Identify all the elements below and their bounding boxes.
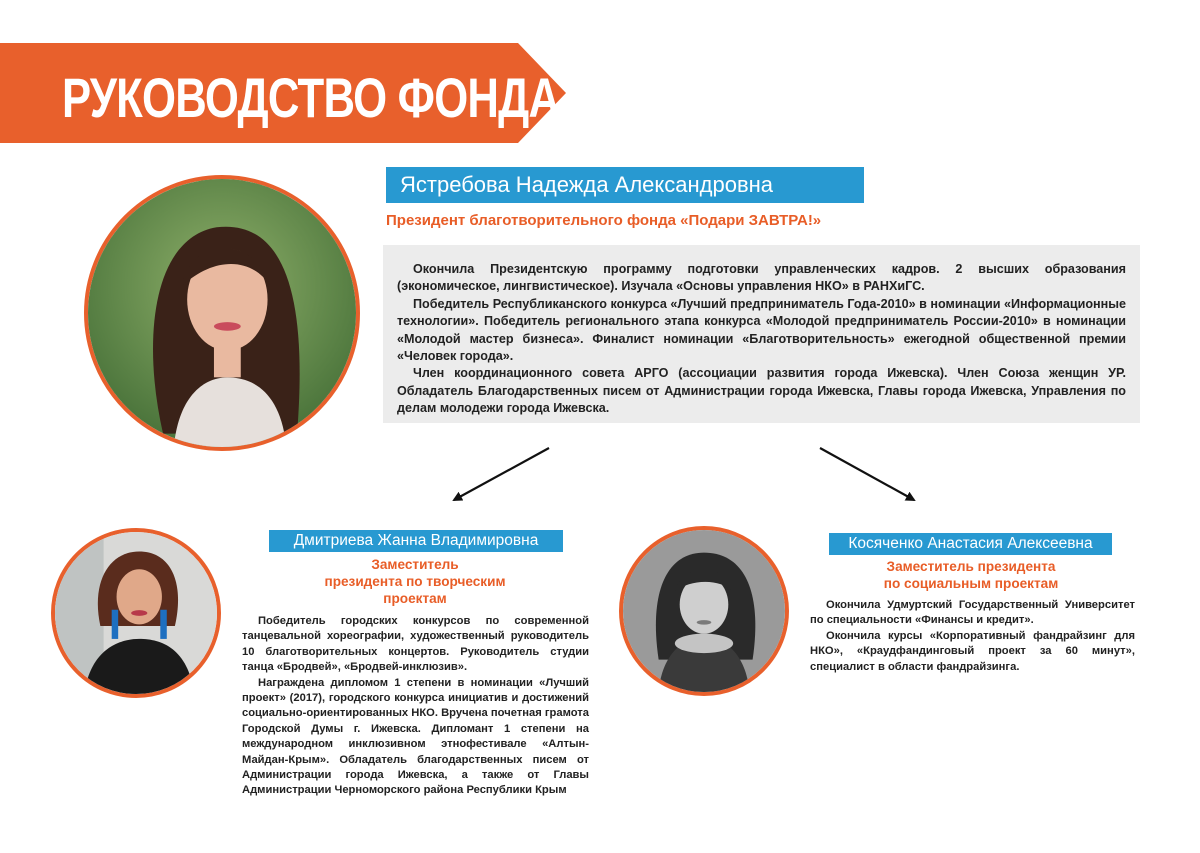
- deputy-creative-role-line: президента по творческим: [324, 574, 506, 589]
- deputy-creative-role-line: проектам: [383, 591, 447, 606]
- deputy-social-name: Косяченко Анастасия Алексеевна: [848, 535, 1093, 552]
- president-bio-paragraph: Член координационного совета АРГО (ассоциации развития города Ижевска). Член Союза женщин УР. Обладатель Благодарственных писем от Администрации города Ижевска, Главы города Ижевска, Управления по делам молодежи города Ижевска.: [397, 366, 1126, 416]
- president-bio-paragraph: Победитель Республиканского конкурса «Лучший предприниматель Года-2010» в номинации «Информационные технологии». Победитель регионального этапа конкурса «Молодой предприниматель России-2010» в номинации «Молодой мастер бизнеса». Финалист номинации «Благотворительность» ежегодной общественной премии «Человек города».: [397, 296, 1126, 364]
- deputy-creative-bio-paragraph: Награждена дипломом 1 степени в номинации «Лучший проект» (2017), городского конкурса инициатив и достижений социально-ориентированных НКО. Вручена почетная грамота Городской Думы г. Ижевска. Дипломант 1 степени на международном инклюзивном этнофестивале «Алтын-Майдан-Крым». Обладатель благодарственных писем от Администрации города Ижевска, а также от Главы Администрации Черноморского района Республики Крым: [242, 676, 589, 797]
- president-bio-box: [383, 245, 1140, 423]
- deputy-creative-bio: [242, 614, 589, 799]
- arrow-to-social-deputy: [820, 448, 914, 500]
- deputy-creative-photo: [51, 528, 221, 698]
- deputy-creative-role: [290, 556, 540, 607]
- deputy-social-bio: [810, 598, 1135, 675]
- arrow-to-creative-deputy: [454, 448, 549, 500]
- president-photo: [84, 175, 360, 451]
- page-title: РУКОВОДСТВО ФОНДА: [62, 66, 560, 129]
- deputy-social-bio-paragraph: Окончила курсы «Корпоративный фандрайзинг для НКО», «Краудфандинговый проект за 60 минут», специалист в области фандрайзинга.: [810, 629, 1135, 673]
- deputy-social-bio-paragraph: Окончила Удмуртский Государственный Университет по специальности «Финансы и кредит».: [810, 599, 1135, 627]
- deputy-social-role: [846, 558, 1096, 592]
- deputy-creative-name-bar: [269, 530, 563, 552]
- deputy-social-role-line: Заместитель президента: [886, 559, 1056, 574]
- president-role: Президент благотворительного фонда «Подари ЗАВТРА!»: [386, 212, 822, 229]
- president-name-bar: [386, 167, 864, 203]
- header-banner: [0, 43, 566, 143]
- deputy-creative-role-line: Заместитель: [371, 557, 459, 572]
- president-bio-paragraph: Окончила Президентскую программу подготовки управленческих кадров. 2 высших образования (экономическое, лингвистическое). Изучала «Основы управления НКО» в РАНХиГС.: [397, 262, 1126, 294]
- president-name: Ястребова Надежда Александровна: [400, 172, 774, 197]
- deputy-creative-name: Дмитриева Жанна Владимировна: [293, 532, 539, 549]
- deputy-social-role-line: по социальным проектам: [883, 576, 1059, 591]
- deputy-social-photo: [619, 526, 789, 696]
- deputy-social-name-bar: [829, 533, 1112, 555]
- deputy-creative-bio-paragraph: Победитель городских конкурсов по современной танцевальной хореографии, художественный руководитель 10 благотворительных концертов. Руководитель студии танца «Бродвей», «Бродвей-инклюзив».: [242, 615, 589, 674]
